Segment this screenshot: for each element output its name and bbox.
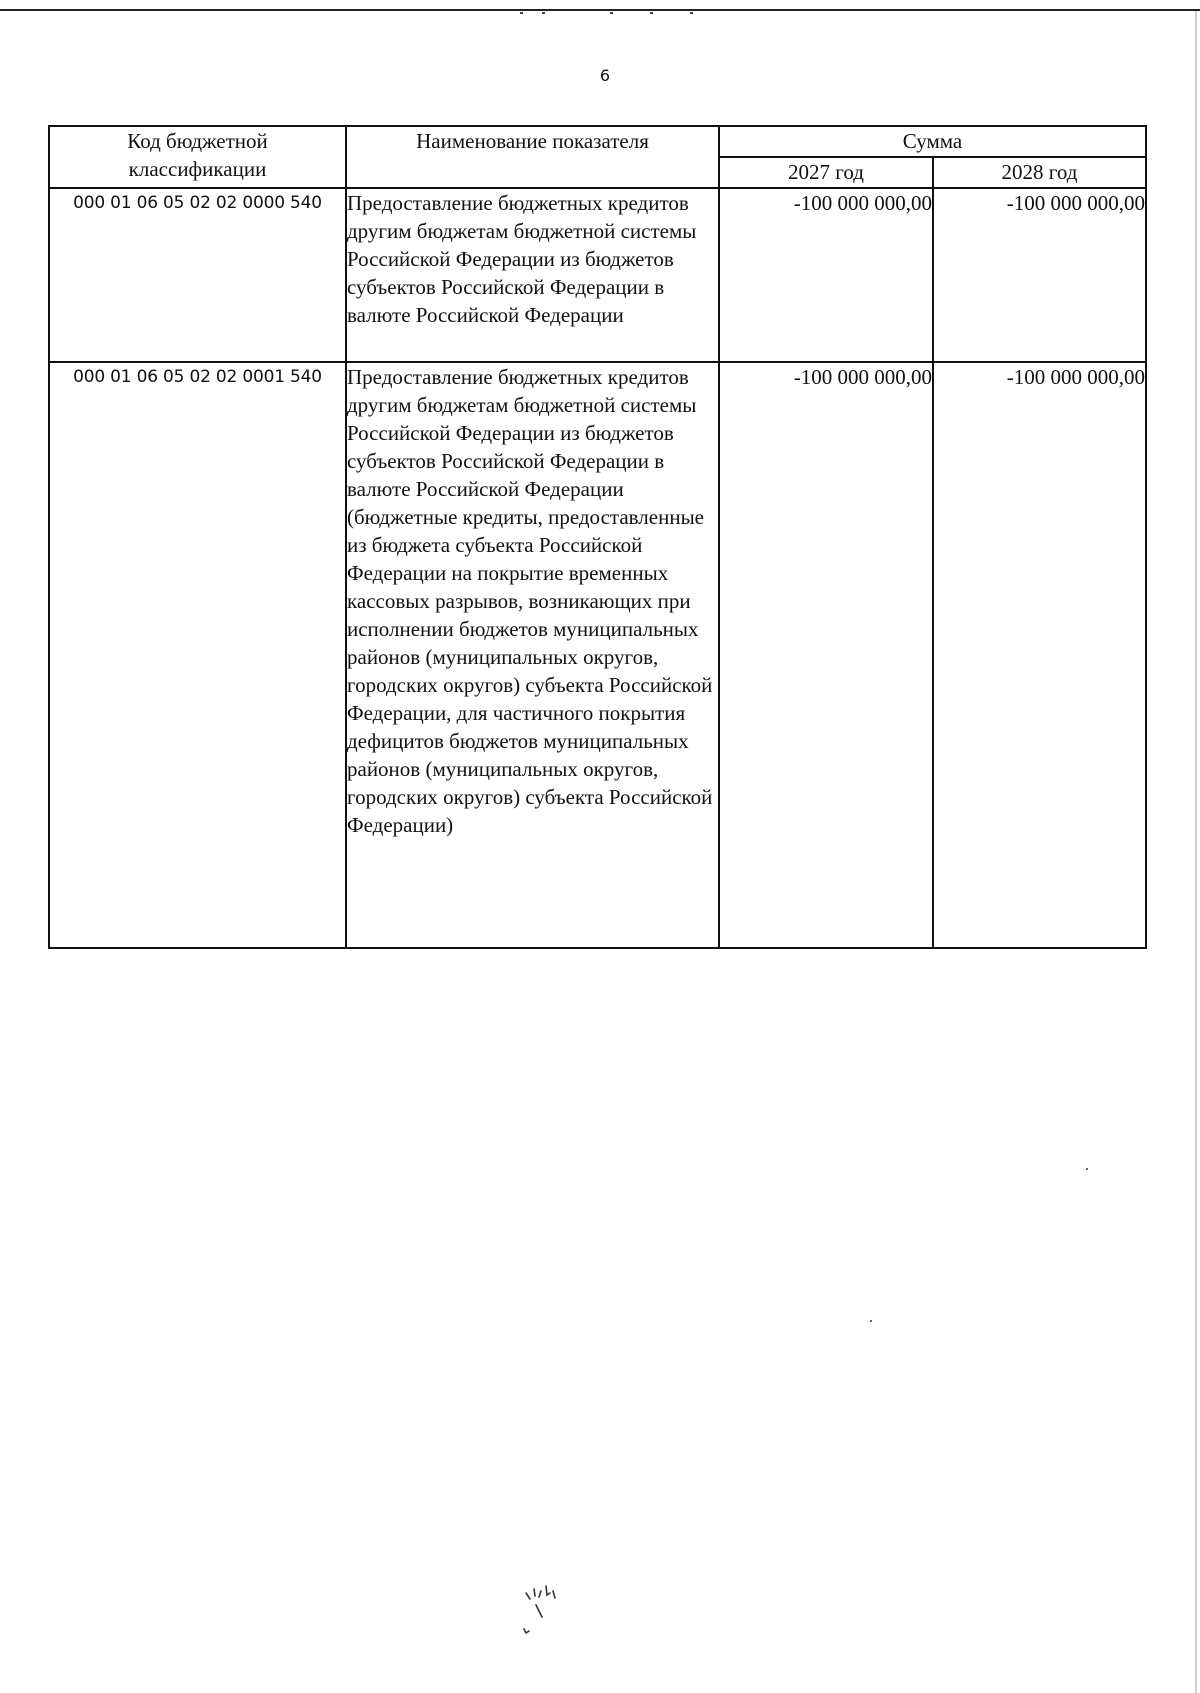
amount-2027-cell: -100 000 000,00 — [719, 362, 933, 948]
scan-artifacts-top — [520, 12, 700, 16]
amount-2028-cell: -100 000 000,00 — [933, 188, 1146, 362]
indicator-name-cell: Предоставление бюджетных кредитов другим бюджетам бюджетной системы Российской Федерации из бюджетов субъектов Российской Федерации в валюте Российской Федерации (бюджетные кредиты, предоставленные из бюджета субъекта Российской Федерации на покрытие временных кассовых разрывов, возникающих при исполнении бюджетов муниципальных районов (муниципальных округов, городских округов) субъекта Российской Федерации, для частичного покрытия дефицитов бюджетов муниципальных районов (муниципальных округов, городских округов) субъекта Российской Федерации) — [346, 362, 719, 948]
top-border-line — [0, 9, 1200, 11]
scan-speck — [870, 1320, 872, 1322]
amount-2027-cell: -100 000 000,00 — [719, 188, 933, 362]
page-number: 6 — [599, 66, 611, 85]
amount-2028-cell: -100 000 000,00 — [933, 362, 1146, 948]
header-year-2027: 2027 год — [719, 157, 933, 188]
table-row — [49, 362, 1146, 948]
indicator-name-cell: Предоставление бюджетных кредитов другим бюджетам бюджетной системы Российской Федерации из бюджетов субъектов Российской Федерации в валюте Российской Федерации — [346, 188, 719, 362]
handwritten-mark-icon — [520, 1583, 590, 1653]
scan-speck — [1086, 1168, 1088, 1170]
header-code — [49, 126, 346, 188]
table-row — [49, 188, 1146, 362]
budget-table — [48, 125, 1147, 949]
header-code-line1: Код бюджетной — [127, 129, 268, 153]
page-edge-line — [1195, 11, 1197, 1693]
budget-code-cell: 000 01 06 05 02 02 0000 540 — [49, 188, 346, 362]
header-code-line2: классификации — [128, 157, 267, 181]
header-sum: Сумма — [719, 126, 1146, 157]
header-year-2028: 2028 год — [933, 157, 1146, 188]
header-name: Наименование показателя — [346, 126, 719, 188]
budget-code-cell: 000 01 06 05 02 02 0001 540 — [49, 362, 346, 948]
